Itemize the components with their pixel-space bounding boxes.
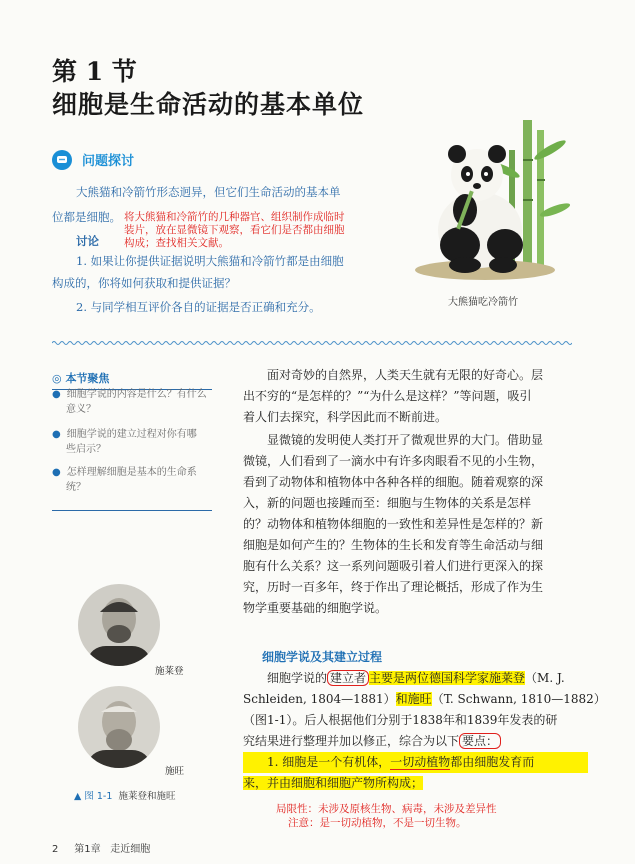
paragraph-2: 显微镜的发明使人类打开了微观世界的大门。借助显 微镜，人们看到了一滴水中有许多肉眼看不见的小生物， 看到了动物体和植物体中各种各样的细胞。随着观察的深 入，新的问题也接踵而至：细胞与生物体的关系是怎样 的？动物体和植物体细胞的一致性和差异性是怎样的？新 细胞是如何产生的？生物体的生长和发育等生命活动与细 胞有什么关系？这一系列问题吸引着人们进行更深入的探 究，历时一百多年，终于作出了理论概括，形成了作为生 物学重要基础的细胞学说。 (243, 433, 544, 615)
portrait-label-schwann: 施旺 (165, 766, 185, 777)
focus-item: ● 细胞学说的建立过程对你有哪 些启示？ (52, 429, 197, 455)
question-2: 2. 与同学相互评价各自的证据是否正确和充分。 (76, 300, 321, 314)
paragraph-1: 面对奇妙的自然界，人类天生就有无限的好奇心。层 出不穷的“是怎样的？”“为什么是这样？”等问题，吸引 着人们去探究，科学因此而不断前进。 (243, 368, 544, 424)
chapter-title: 走近细胞 (110, 844, 151, 855)
underlined-term: 一切动植物 (390, 755, 451, 769)
focus-item: ● 怎样理解细胞是基本的生命系 统？ (52, 467, 197, 493)
highlighted-text: 和施旺 (395, 692, 432, 706)
bullet-icon: ● (52, 389, 61, 400)
chapter-number: 第1章 (74, 844, 101, 855)
subsection-text: 细胞学说的 建立者 主要是两位德国科学家施莱登（M. J. Schleiden, 1804—1881）和施旺（T. Schwann, 1810—1882） （图1-1）。后人根据他们分别于1838年和1839年发表的研 究结果进行整理并加以修正，综合为以下 要点： 1. 细胞是一个有机体，一切动植物都由细胞发育而 来，并由细胞和细胞产物所构成； (243, 671, 606, 790)
section-number: 第 1 节 (52, 57, 137, 86)
highlighted-text: 主要是两位德国科学家施莱登 (369, 671, 526, 685)
section-title: 细胞是生命活动的基本单位 (52, 90, 365, 119)
page-number: 2 (52, 844, 59, 855)
question-heading: 问题探讨 (82, 154, 135, 169)
circled-term: 要点： (459, 733, 501, 749)
circled-term: 建立者 (327, 670, 369, 686)
handnote-limitation: 局限性：未涉及原核生物、病毒，未涉及差异性 (276, 803, 497, 815)
highlighted-text: 来，并由细胞和细胞产物所构成； (243, 776, 424, 790)
focus-heading: ◎ 本节聚焦 (52, 370, 212, 390)
page-footer (52, 840, 150, 855)
handnote-attention: 注意：是一切动植物，不是一切生物。 (288, 817, 467, 829)
portrait-schleiden (78, 584, 160, 666)
handnote-line-3: 构成；查找相关文献。 (124, 237, 229, 249)
intro-line-1: 大熊猫和冷箭竹形态迥异，但它们生命活动的基本单 (76, 185, 341, 199)
wavy-divider (52, 332, 572, 340)
triangle-icon: ▲ (74, 791, 82, 802)
discuss-label: 讨论 (76, 234, 99, 248)
question-1-line-2: 构成的，你将如何获取和提供证据？ (52, 276, 236, 290)
bullet-icon: ● (52, 467, 61, 478)
focus-item: ● 细胞学说的内容是什么？有什么 意义？ (52, 389, 207, 415)
focus-divider (52, 510, 212, 511)
portrait-schwann (78, 686, 160, 768)
question-1-line-1: 1. 如果让你提供证据说明大熊猫和冷箭竹都是由细胞 (76, 254, 344, 268)
figure-caption: ▲ 图 1-1 施莱登和施旺 (74, 791, 176, 802)
subsection-heading: 细胞学说及其建立过程 (262, 650, 383, 664)
panda-bamboo-illustration (405, 120, 570, 285)
target-icon: ◎ (52, 372, 66, 385)
bullet-icon: ● (52, 429, 61, 440)
portrait-label-schleiden: 施莱登 (155, 666, 184, 677)
discussion-icon (52, 150, 72, 170)
panda-caption: 大熊猫吃冷箭竹 (448, 297, 518, 308)
intro-line-2: 位都是细胞。 (52, 210, 121, 224)
handnote-line-1: 将大熊猫和冷箭竹的几种器官、组织制作成临时 (124, 211, 345, 223)
handnote-line-2: 装片，放在显微镜下观察，看它们是否都由细胞 (124, 224, 345, 236)
